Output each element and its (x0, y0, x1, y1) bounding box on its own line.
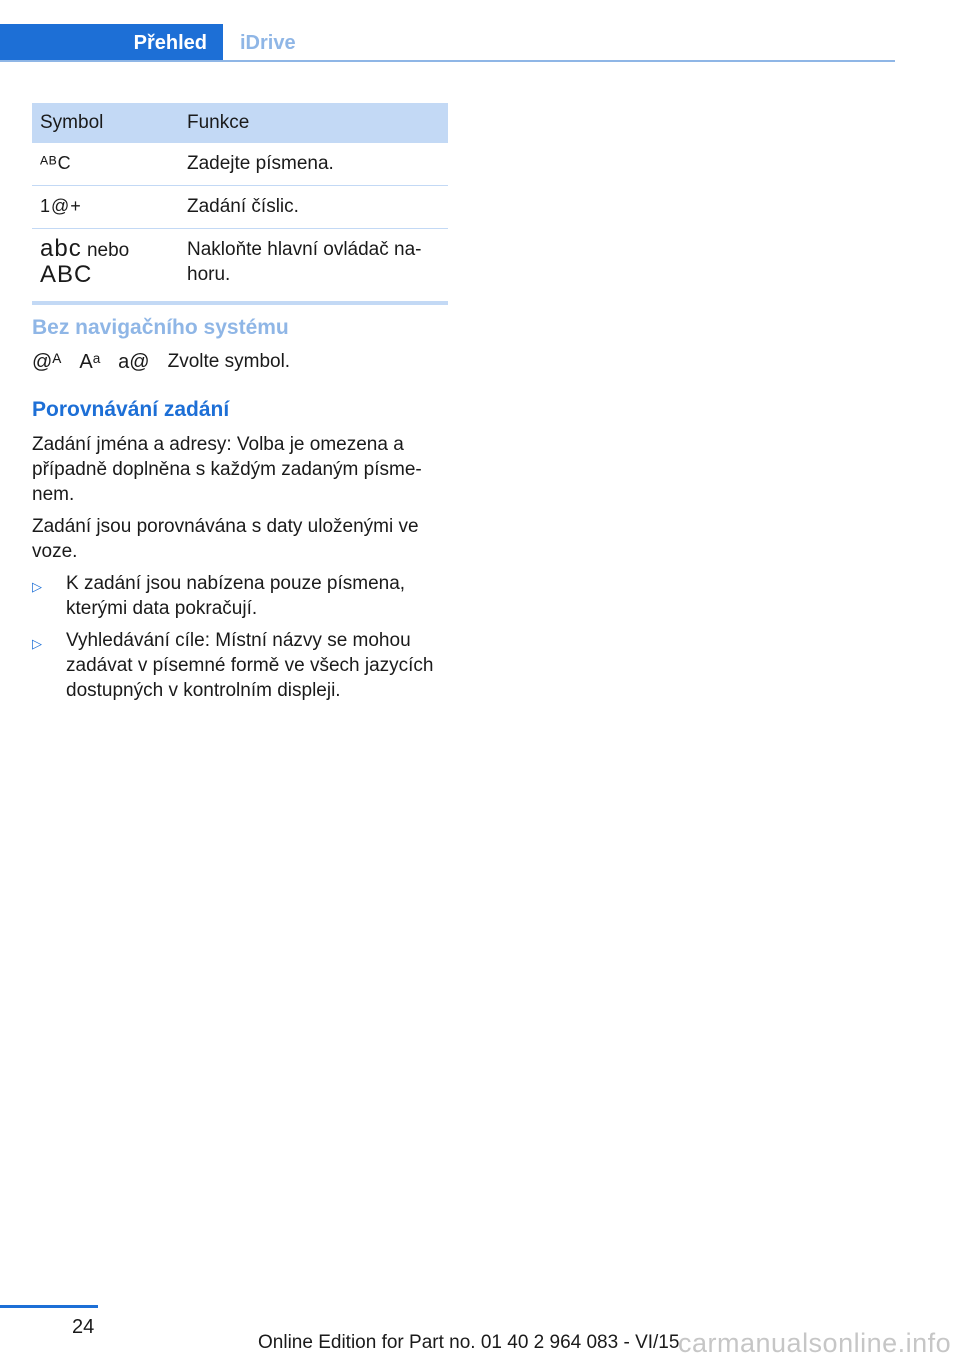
triangle-bullet-icon: ▷ (32, 579, 42, 594)
symbol-icon-row (32, 348, 290, 376)
or-text: nebo (86, 240, 130, 261)
table-row (32, 143, 448, 186)
symbol-text: ᴬᴮC (40, 153, 72, 173)
lowercase-abc-icon: abc (40, 235, 82, 262)
function-cell: Zadejte písmena. (179, 143, 448, 186)
uppercase-abc-icon: ABC (40, 261, 93, 288)
at-symbol-icon: @ᴬ (32, 350, 62, 373)
edition-text: Online Edition for Part no. 01 40 2 964 083 - VI/15 (258, 1332, 680, 1353)
column-header-function: Funkce (179, 103, 448, 143)
watermark: carmanualsonline.info (678, 1328, 952, 1358)
list-item-text: Vyhledávání cíle: Místní názvy se mohou zadávat v písemné formě ve všech jazycích dostupných v kontrolním displeji. (66, 630, 434, 701)
paragraph: Zadání jsou porovnávána s daty uloženými ve voze. (32, 516, 419, 562)
select-symbol-text: Zvolte symbol. (167, 351, 291, 372)
case-symbol-cell (32, 229, 179, 304)
tab-idrive-label: iDrive (240, 31, 296, 54)
paragraph: Zadání jména a adresy: Volba je omezena a případně doplněna s každým zadaným písme-nem. (32, 434, 422, 505)
table-row (32, 186, 448, 229)
symbol-table (32, 103, 448, 305)
section-title-no-navigation: Bez navigačního systému (32, 316, 289, 339)
table-row (32, 229, 448, 304)
footer-divider (0, 1305, 98, 1308)
triangle-bullet-icon: ▷ (32, 636, 42, 651)
abc-symbol-icon (32, 143, 179, 186)
uppercase-lowercase-icon: Aᵃ (79, 350, 101, 373)
page-number: 24 (72, 1316, 95, 1338)
symbol-text: 1@+ (40, 196, 82, 216)
tab-idrive[interactable] (240, 24, 296, 62)
tab-prehled[interactable] (0, 24, 223, 62)
tab-prehled-label: Přehled (133, 31, 207, 54)
number-symbol-icon (32, 186, 179, 229)
list-item-text: K zadání jsou nabízena pouze písmena, kterými data pokračují. (66, 573, 406, 619)
list-item (32, 571, 448, 621)
section-title-input-matching: Porovnávání zadání (32, 398, 230, 421)
function-cell: Zadání číslic. (179, 186, 448, 229)
lowercase-at-icon: a@ (118, 350, 150, 373)
list-item (32, 628, 448, 703)
header-divider (0, 60, 895, 62)
table-header-row (32, 103, 448, 143)
function-cell: Nakloňte hlavní ovládač na-horu. (179, 229, 448, 304)
column-header-symbol: Symbol (32, 103, 179, 143)
